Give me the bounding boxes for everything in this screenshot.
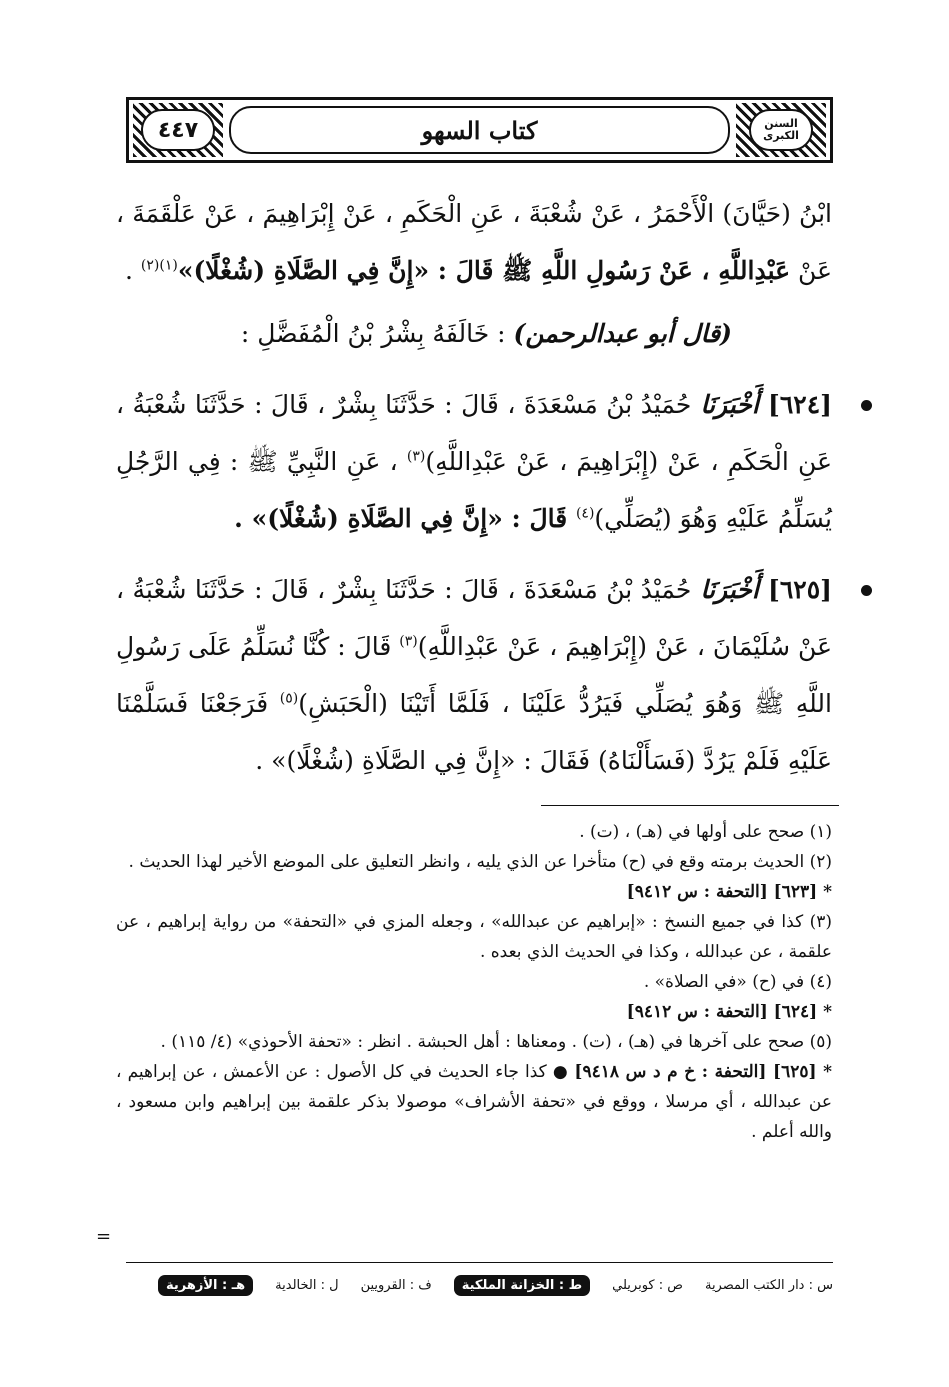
continuation-mark: = [96,1226,112,1247]
footnote-divider [541,805,839,806]
right-ornament [736,103,826,157]
text-line: عَبْدِاللَّهِ ، عَنْ رَسُولِ اللَّهِ ﷺ قَالَ : «إِنَّ فِي الصَّلَاةِ (شُغْلًا)» [177,256,791,285]
legend-item: س : دار الكتب المصرية [704,1277,833,1293]
footnote: (٥) صحح على آخرها في (هـ) ، (ت) . ومعناها : أهل الحبشة . انظر : «تحفة الأحوذي» (٤/ ١١٥) . [160,1032,832,1052]
footnotes [116,817,832,1147]
akhbarana-label: أَخْبَرَنَا [691,390,769,419]
footnote-ref: (١)(٢) [140,257,178,274]
footnote-ref: (٥) [279,690,299,707]
takhrij-note: * [٦٢٥] [التحفة : خ م د س ٩٤١٨] ● كذا جاء الحديث في كل الأصول : عن الأعمش ، عن إبراهيم ، عن عبدالله ، أي مرسلا ، ووقع في «تحفة الأشراف» موصولا بذكر علقمة بين إبراهيم وابن مسعود ، والله أعلم . [116,1062,832,1142]
footnote: (٣) كذا في جميع النسخ : «إبراهيم عن عبدالله» ، وجعله المزي في «التحفة» من رواية إبراهيم ، عن علقمة ، عن عبدالله ، وكذا في الحديث الذي بعده . [116,912,832,962]
main-text [116,185,832,789]
manuscript-legend [126,1270,833,1300]
left-ornament [133,103,223,157]
hadith-624: [٦٢٤] أَخْبَرَنَا حُمَيْدُ بْنُ مَسْعَدَةَ ، قَالَ : حَدَّثَنَا بِشْرٌ ، قَالَ : حَدَّثَنَا شُعْبَةُ ، عَنِ الْحَكَمِ ، عَنْ (إِبْرَاهِيمَ ، عَنْ عَبْدِاللَّهِ)$^{(٣)}$ ، عَنِ النَّبِيِّ ﷺ : فِي الرَّجُلِ يُسَلِّمُ عَلَيْهِ وَهُوَ (يُصَلِّي)$^{(٤)}$ قَالَ : «إِنَّ فِي الصَّلَاةِ (شُغْلًا)» . [116,376,832,547]
legend-item: ل : الخالدية [275,1277,339,1293]
bullet-icon [861,585,872,596]
series-logo: السنن الكبرى [749,109,813,151]
hadith-625: [٦٢٥] أَخْبَرَنَا حُمَيْدُ بْنُ مَسْعَدَةَ ، قَالَ : حَدَّثَنَا بِشْرٌ ، قَالَ : حَدَّثَنَا شُعْبَةُ ، عَنْ سُلَيْمَانَ ، عَنْ (إِبْرَاهِيمَ ، عَنْ عَبْدِاللَّهِ)$^{(٣)}$ قَالَ : كُنَّا نُسَلِّمُ عَلَى رَسُولِ اللَّهِ ﷺ وَهُوَ يُصَلِّي فَيَرُدُّ عَلَيْنَا ، فَلَمَّا أَتَيْنَا (الْحَبَشِ)$^{(٥)}$ فَرَجَعْنَا فَسَلَّمْنَا عَلَيْهِ فَلَمْ يَرُدَّ (فَسَأَلْنَاهُ) فَقَالَ : «إِنَّ فِي الصَّلَاةِ (شُغْلًا)» . [116,561,832,789]
page-number: ٤٤٧ [141,109,215,151]
takhrij-note: * [٦٢٤] [التحفة : س ٩٤١٢] [626,1002,832,1022]
footnote-ref: (٣) [399,633,418,650]
legend-divider [126,1262,833,1263]
footnote-ref: (٤) [575,505,595,522]
footnote: (٤) في (ح) «في الصلاة» . [643,972,832,992]
legend-item: ص : كوبريلي [612,1277,683,1293]
author-remark: (قال أبو عبدالرحمن) : خَالَفَهُ بِشْرُ بْنُ الْمُفَضَّلِ : [240,319,732,348]
takhrij-note: * [٦٢٣] [التحفة : س ٩٤١٢] [626,882,832,902]
footnote: (٢) الحديث برمته وقع في (ح) متأخرا عن الذي يليه ، وانظر التعليق على الموضع الأخير لهذا الحديث . [128,852,832,872]
paragraph-623-end: ابْنُ (حَيَّانَ) الْأَحْمَرُ ، عَنْ شُعْبَةَ ، عَنِ الْحَكَمِ ، عَنْ إِبْرَاهِيمَ ، عَنْ عَلْقَمَةَ ، عَنْ عَبْدِاللَّهِ ، عَنْ رَسُولِ اللَّهِ ﷺ قَالَ : «إِنَّ فِي الصَّلَاةِ (شُغْلًا)»$^{(١)(٢)}$ . [116,199,832,285]
text-line: ابْنُ (حَيَّانَ) الْأَحْمَرُ ، عَنْ شُعْبَةَ ، عَنِ الْحَكَمِ ، عَنْ إِبْرَاهِيمَ ، عَنْ عَلْقَمَةَ ، عَنْ [116,199,832,285]
footnote: (١) صحح على أولها في (هـ) ، (ت) . [579,822,832,842]
hadith-number: [٦٢٥] [768,575,832,604]
author-name: (قال أبو عبدالرحمن) [513,319,732,348]
legend-item: ط : الخزانة الملكية [454,1275,590,1296]
footnote-ref: (٣) [406,448,426,465]
akhbarana-label: أَخْبَرَنَا [691,575,769,604]
legend-item: ف : القرويين [360,1277,432,1293]
page-header [126,97,833,163]
book-title: كتاب السهو [229,106,730,154]
bullet-icon [861,400,872,411]
hadith-number: [٦٢٤] [768,390,832,419]
legend-item: هـ : الأزهرية [158,1275,253,1296]
